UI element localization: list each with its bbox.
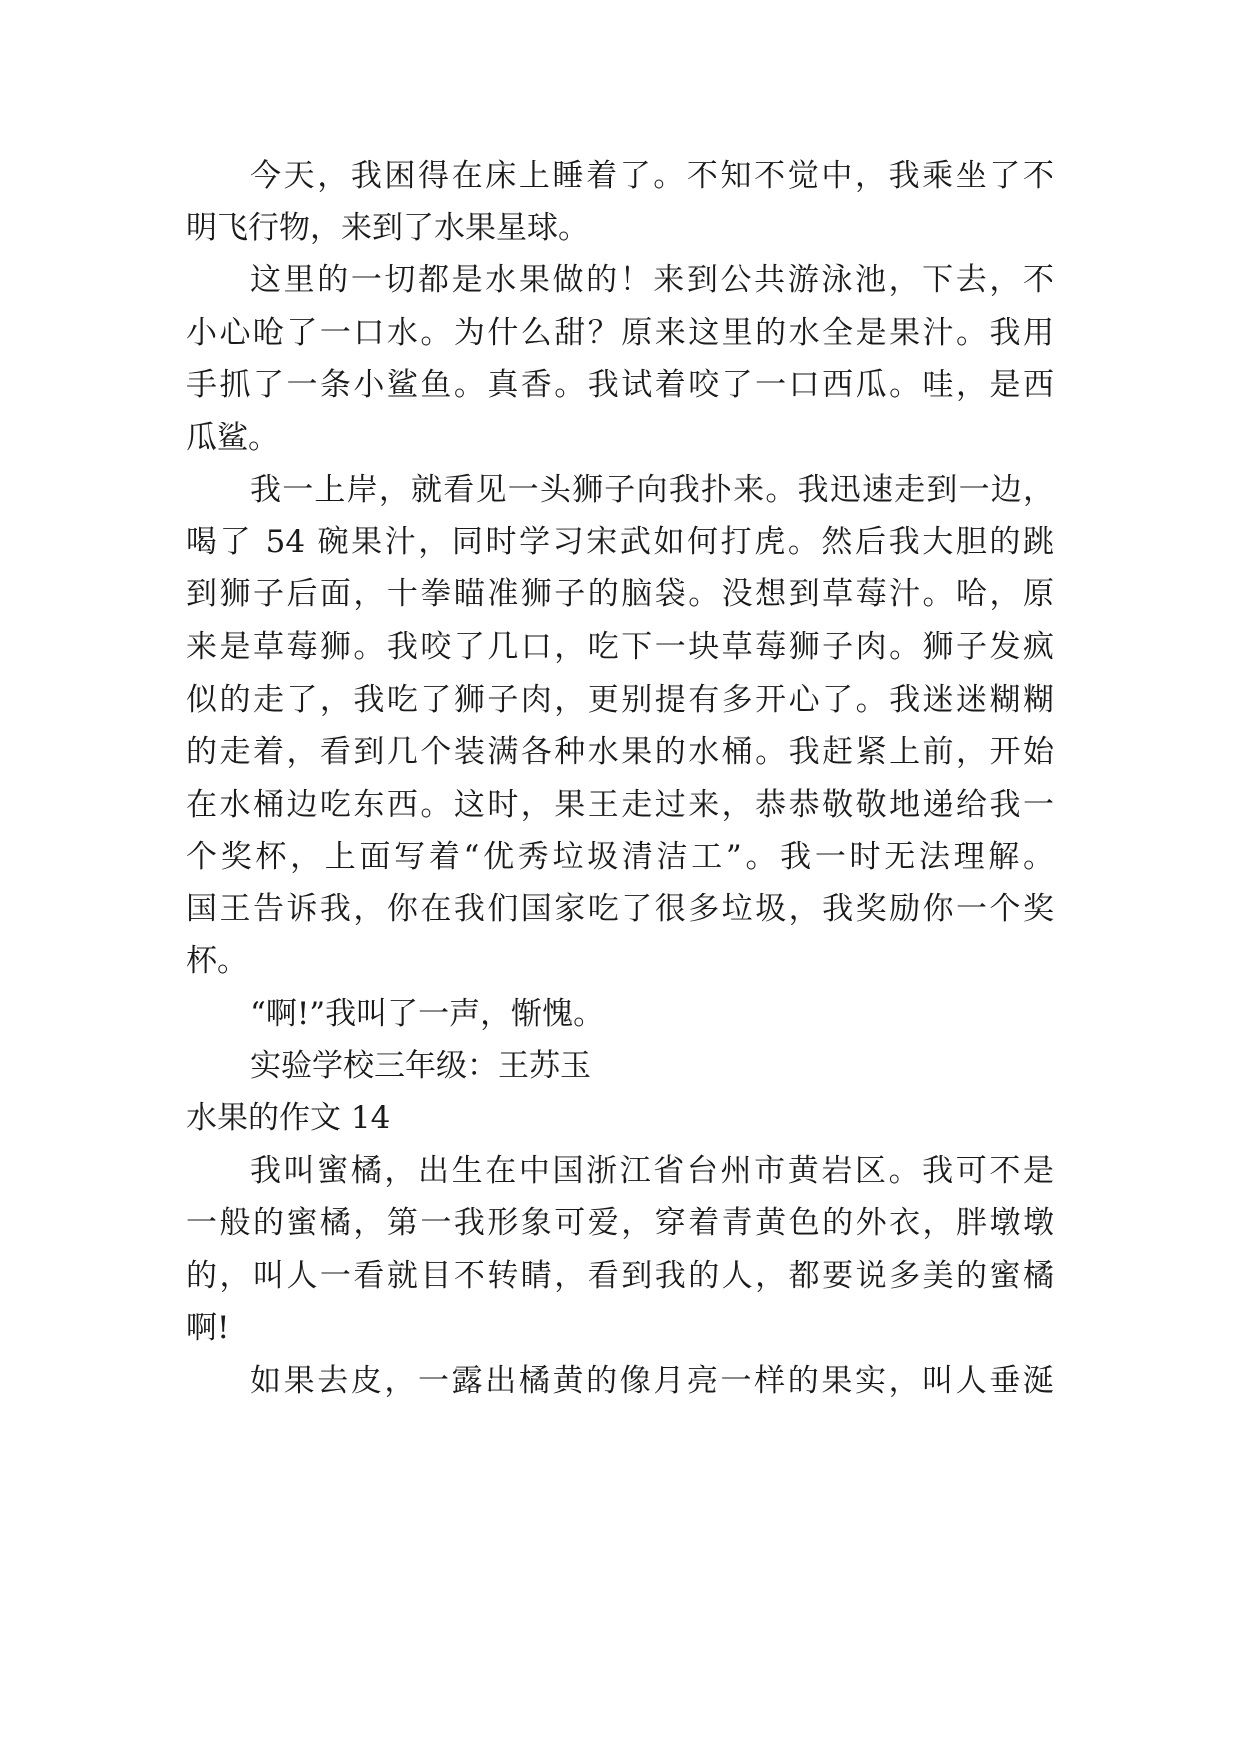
paragraph-line: 如果去皮，一露出橘黄的像月亮一样的果实，叫人垂涎 <box>250 1363 1054 1399</box>
paragraph-line: 杯。 <box>186 943 248 979</box>
paragraph-line: 的走着，看到几个装满各种水果的水桶。我赶紧上前，开始 <box>186 734 1054 770</box>
paragraph-line: 瓜鲨。 <box>186 420 279 456</box>
paragraph-line: 我叫蜜橘，出生在中国浙江省台州市黄岩区。我可不是 <box>250 1153 1054 1189</box>
paragraph-line: 似的走了，我吃了狮子肉，更别提有多开心了。我迷迷糊糊 <box>186 682 1054 718</box>
paragraph-line: 在水桶边吃东西。这时，果王走过来，恭恭敬敬地递给我一 <box>186 787 1054 823</box>
paragraph-line: “啊!”我叫了一声，惭愧。 <box>250 996 605 1032</box>
paragraph-line: 来是草莓狮。我咬了几口，吃下一块草莓狮子肉。狮子发疯 <box>186 629 1054 665</box>
paragraph-line: 小心呛了一口水。为什么甜？原来这里的水全是果汁。我用 <box>186 315 1054 351</box>
paragraph-line: 这里的一切都是水果做的！来到公共游泳池，下去，不 <box>250 262 1054 298</box>
section-heading: 水果的作文 14 <box>186 1100 391 1136</box>
paragraph-line: 我一上岸，就看见一头狮子向我扑来。我迅速走到一边， <box>250 472 1054 508</box>
paragraph-line: 的，叫人一看就目不转睛，看到我的人，都要说多美的蜜橘 <box>186 1258 1054 1294</box>
paragraph-line: 国王告诉我，你在我们国家吃了很多垃圾，我奖励你一个奖 <box>186 891 1054 927</box>
paragraph-line: 个奖杯，上面写着“优秀垃圾清洁工”。我一时无法理解。 <box>186 839 1054 875</box>
paragraph-line: 喝了 54 碗果汁，同时学习宋武如何打虎。然后我大胆的跳 <box>186 524 1054 560</box>
paragraph-line: 啊! <box>186 1310 230 1346</box>
paragraph-line: 手抓了一条小鲨鱼。真香。我试着咬了一口西瓜。哇，是西 <box>186 367 1054 403</box>
paragraph-line: 今天，我困得在床上睡着了。不知不觉中，我乘坐了不 <box>250 158 1054 194</box>
author-line: 实验学校三年级：王苏玉 <box>250 1048 591 1084</box>
paragraph-line: 一般的蜜橘，第一我形象可爱，穿着青黄色的外衣，胖墩墩 <box>186 1205 1054 1241</box>
paragraph-line: 到狮子后面，十拳瞄准狮子的脑袋。没想到草莓汁。哈，原 <box>186 576 1054 612</box>
paragraph-line: 明飞行物，来到了水果星球。 <box>186 210 589 246</box>
